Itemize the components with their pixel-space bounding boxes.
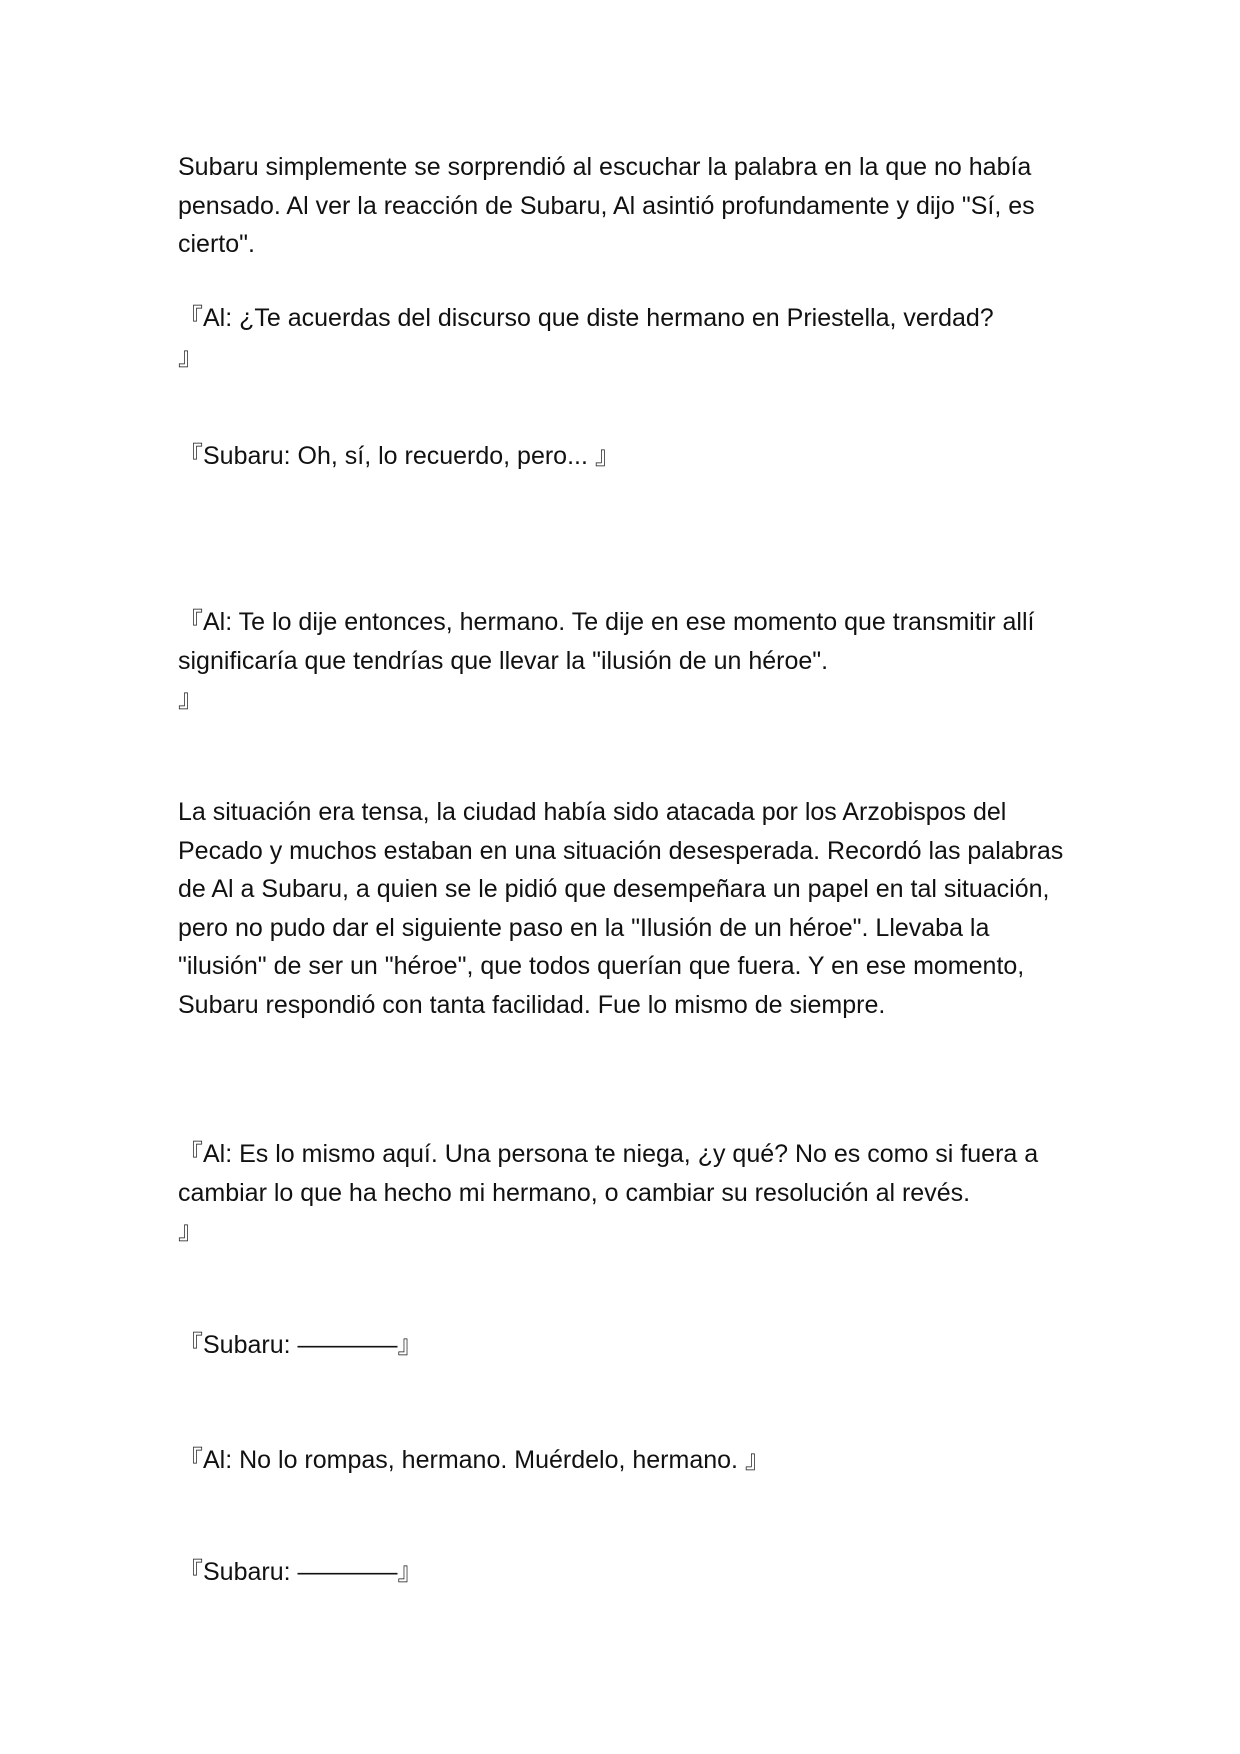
- paragraph-narration-2: La situación era tensa, la ciudad había sido atacada por los Arzobispos del Pecado y muchos estaban en una situación desesperada. Recordó las palabras de Al a Subaru, a quien se le pidió que desempeñara un papel en tal situación, pero no pudo dar el siguiente paso en la "Ilusión de un héroe". Llevaba la "ilusión" de ser un "héroe", que todos querían que fuera. Y en ese momento, Subaru respondió con tanta facilidad. Fue lo mismo de siempre.: [178, 798, 1071, 1019]
- dialogue-al-2: 『Al: Te lo dije entonces, hermano. Te dije en ese momento que transmitir allí significaría que tendrías que llevar la "ilusión de un héroe". 』: [178, 608, 1035, 713]
- dialogue-al-1: 『Al: ¿Te acuerdas del discurso que diste hermano en Priestella, verdad? 』: [178, 304, 994, 371]
- dialogue-al-4: 『Al: No lo rompas, hermano. Muérdelo, hermano. 』: [178, 1446, 770, 1474]
- dialogue-al-3: 『Al: Es lo mismo aquí. Una persona te niega, ¿y qué? No es como si fuera a cambiar lo que ha hecho mi hermano, o cambiar su resolución al revés. 』: [178, 1140, 1039, 1245]
- dialogue-subaru-3: 『Subaru: ————』: [178, 1558, 423, 1586]
- paragraph-narration-1: Subaru simplemente se sorprendió al escuchar la palabra en la que no había pensado. Al ver la reacción de Subaru, Al asintió profundamente y dijo "Sí, es cierto".: [178, 153, 1042, 258]
- dialogue-subaru-1: 『Subaru: Oh, sí, lo recuerdo, pero... 』: [178, 442, 620, 470]
- dialogue-subaru-2: 『Subaru: ————』: [178, 1331, 423, 1359]
